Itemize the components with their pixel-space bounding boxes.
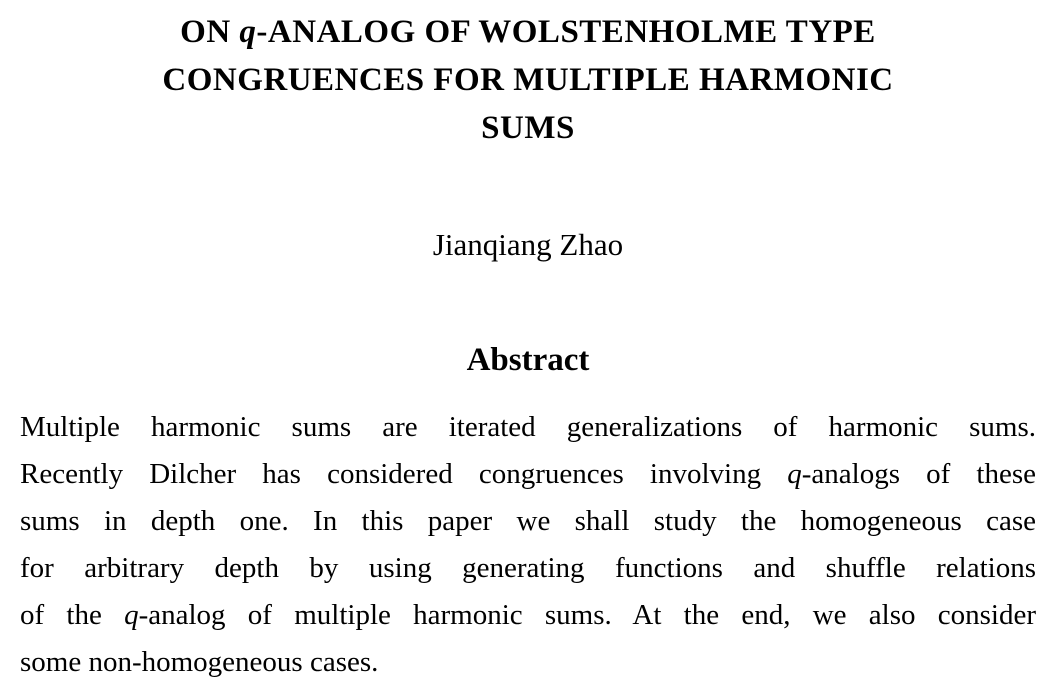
paper-title-line-2: CONGRUENCES FOR MULTIPLE HARMONIC bbox=[162, 62, 894, 98]
abstract-line-1: Multiple harmonic sums are iterated generalizations of harmonic sums. bbox=[20, 411, 1036, 443]
paper-title-line-3: SUMS bbox=[481, 110, 575, 146]
abstract-text: of the bbox=[20, 599, 125, 631]
abstract-italic-q: q bbox=[787, 458, 802, 490]
paper-title bbox=[0, 8, 1056, 152]
abstract-text: -analogs of these bbox=[801, 458, 1036, 490]
author-name: Jianqiang Zhao bbox=[432, 227, 624, 262]
abstract-text: Recently Dilcher has considered congruences involving bbox=[20, 458, 788, 490]
title-text: ON bbox=[180, 14, 240, 50]
title-italic-q: q bbox=[239, 14, 257, 50]
abstract-line-6: some non-homogeneous cases. bbox=[20, 646, 379, 678]
abstract-paragraph bbox=[0, 404, 1056, 686]
abstract-line-2 bbox=[20, 451, 1036, 498]
abstract-line-4: for arbitrary depth by using generating functions and shuffle relations bbox=[20, 552, 1036, 584]
paper-title-line-1 bbox=[0, 8, 1056, 56]
abstract-line-3: sums in depth one. In this paper we shall study the homogeneous case bbox=[20, 505, 1036, 537]
abstract-text: -analog of multiple harmonic sums. At the end, we also consider bbox=[138, 599, 1036, 631]
abstract-heading: Abstract bbox=[466, 342, 590, 378]
abstract-line-5 bbox=[20, 592, 1036, 639]
abstract-italic-q: q bbox=[124, 599, 139, 631]
title-text: -ANALOG OF WOLSTENHOLME TYPE bbox=[256, 14, 876, 50]
